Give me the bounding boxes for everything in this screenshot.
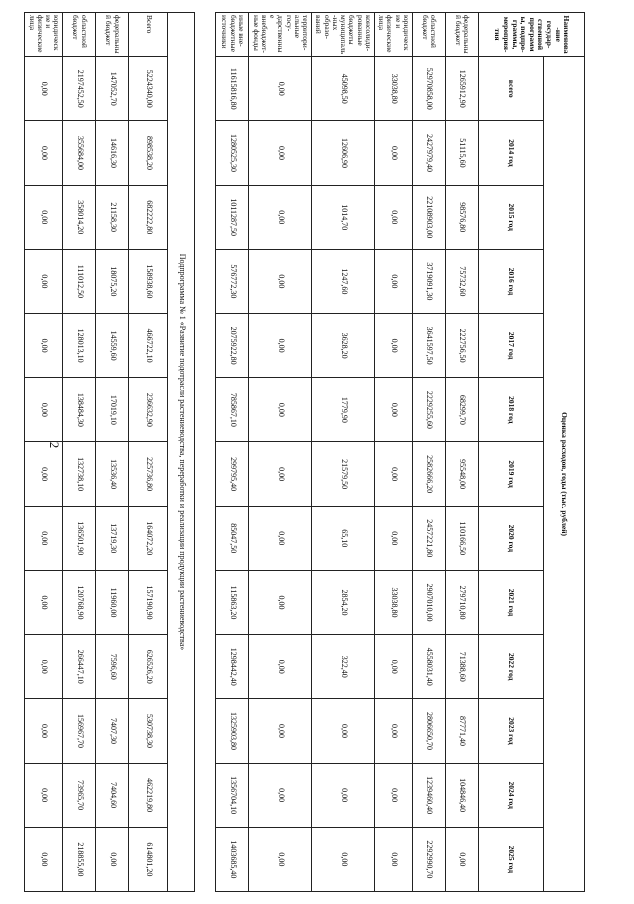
row-label: Всего	[129, 13, 168, 57]
value-cell: 0,00	[25, 570, 63, 634]
value-cell: 3628,20	[312, 314, 375, 378]
value-cell: 1239460,40	[413, 763, 446, 827]
year-column-header: 2025 год	[479, 827, 544, 891]
value-cell: 266447,10	[63, 635, 96, 699]
value-cell: 0,00	[25, 763, 63, 827]
value-cell: 104846,40	[446, 763, 479, 827]
row-label: юридические и физические лица	[25, 13, 63, 57]
value-cell: 156967,70	[63, 699, 96, 763]
value-cell: 0,00	[375, 827, 413, 891]
value-cell: 0,00	[375, 506, 413, 570]
value-cell: 682222,80	[129, 185, 168, 249]
value-cell: 1265912,90	[446, 57, 479, 121]
value-cell: 17019,10	[96, 378, 129, 442]
value-cell: 1280525,30	[216, 121, 249, 185]
table-row	[446, 13, 479, 892]
value-cell: 3641597,50	[413, 314, 446, 378]
value-cell: 236632,90	[129, 378, 168, 442]
value-cell: 2292990,70	[413, 827, 446, 891]
value-cell: 0,00	[249, 506, 312, 570]
value-cell: 52970858,00	[413, 57, 446, 121]
value-cell: 898538,20	[129, 121, 168, 185]
expense-estimate-header: Оценка расходов, годы (тыс. рублей)	[544, 57, 585, 892]
separator	[195, 13, 216, 892]
value-cell: 0,00	[249, 121, 312, 185]
value-cell: 0,00	[25, 827, 63, 891]
value-cell: 164072,20	[129, 506, 168, 570]
page-number: 2	[47, 441, 62, 449]
value-cell: 85047,50	[216, 506, 249, 570]
value-cell: 322,40	[312, 635, 375, 699]
value-cell: 5224340,00	[129, 57, 168, 121]
value-cell: 7407,30	[96, 699, 129, 763]
value-cell: 466722,10	[129, 314, 168, 378]
value-cell: 2806650,70	[413, 699, 446, 763]
value-cell: 279710,80	[446, 570, 479, 634]
value-cell: 0,00	[96, 827, 129, 891]
row-label: иные вне-бюджетные источники	[216, 13, 249, 57]
value-cell: 21579,50	[312, 442, 375, 506]
row-label: федеральный бюджет	[96, 13, 129, 57]
value-cell: 73965,70	[63, 763, 96, 827]
row-label: областной бюджет	[63, 13, 96, 57]
value-cell: 1011287,50	[216, 185, 249, 249]
value-cell: 87771,40	[446, 699, 479, 763]
table-row	[63, 13, 96, 892]
value-cell: 626526,20	[129, 635, 168, 699]
row-label: территори-альные госу-дарственные внебюджет-ные фонды	[249, 13, 312, 57]
value-cell: 95548,00	[446, 442, 479, 506]
value-cell: 0,00	[249, 314, 312, 378]
value-cell: 0,00	[249, 635, 312, 699]
value-cell: 115863,20	[216, 570, 249, 634]
value-cell: 136501,90	[63, 506, 96, 570]
value-cell: 3719091,30	[413, 249, 446, 313]
value-cell: 0,00	[446, 827, 479, 891]
value-cell: 13536,40	[96, 442, 129, 506]
value-cell: 0,00	[25, 635, 63, 699]
year-column-header: 2019 год	[479, 442, 544, 506]
value-cell: 0,00	[375, 699, 413, 763]
value-cell: 2457221,80	[413, 506, 446, 570]
value-cell: 0,00	[249, 763, 312, 827]
value-cell: 0,00	[249, 827, 312, 891]
value-cell: 0,00	[249, 57, 312, 121]
value-cell: 13719,30	[96, 506, 129, 570]
value-cell: 7404,60	[96, 763, 129, 827]
value-cell: 0,00	[25, 185, 63, 249]
value-cell: 111012,50	[63, 249, 96, 313]
value-cell: 0,00	[25, 121, 63, 185]
row-label: федеральный бюджет	[446, 13, 479, 57]
value-cell: 462219,80	[129, 763, 168, 827]
value-cell: 65,10	[312, 506, 375, 570]
value-cell: 68299,70	[446, 378, 479, 442]
rotated-table-container	[27, 12, 585, 892]
value-cell: 45098,50	[312, 57, 375, 121]
table-row	[25, 13, 63, 892]
year-column-header: 2022 год	[479, 635, 544, 699]
value-cell: 2075922,80	[216, 314, 249, 378]
value-cell: 530738,30	[129, 699, 168, 763]
value-cell: 0,00	[25, 699, 63, 763]
value-cell: 0,00	[375, 185, 413, 249]
year-column-header: 2017 год	[479, 314, 544, 378]
value-cell: 120768,90	[63, 570, 96, 634]
value-cell: 0,00	[375, 249, 413, 313]
value-cell: 0,00	[375, 635, 413, 699]
total-column-header: всего	[479, 57, 544, 121]
value-cell: 7596,60	[96, 635, 129, 699]
table-row	[312, 13, 375, 892]
value-cell: 14559,60	[96, 314, 129, 378]
value-cell: 2197452,50	[63, 57, 96, 121]
value-cell: 0,00	[375, 314, 413, 378]
table-row	[413, 13, 446, 892]
value-cell: 4558031,40	[413, 635, 446, 699]
value-cell: 157190,90	[129, 570, 168, 634]
value-cell: 71388,60	[446, 635, 479, 699]
value-cell: 14616,30	[96, 121, 129, 185]
year-column-header: 2020 год	[479, 506, 544, 570]
year-column-header: 2018 год	[479, 378, 544, 442]
value-cell: 51115,60	[446, 121, 479, 185]
value-cell: 1247,60	[312, 249, 375, 313]
value-cell: 12606,90	[312, 121, 375, 185]
year-column-header: 2023 год	[479, 699, 544, 763]
value-cell: 138484,30	[63, 378, 96, 442]
value-cell: 18075,20	[96, 249, 129, 313]
value-cell: 0,00	[25, 249, 63, 313]
row-label: консолиди-рованные бюджеты муниципаль-ных образо-ваний	[312, 13, 375, 57]
value-cell: 1403685,40	[216, 827, 249, 891]
value-cell: 158938,60	[129, 249, 168, 313]
table-row	[216, 13, 249, 892]
name-column-header: Наименова-ние государ-ственной программы, подпро-граммы, мероприя-тия	[479, 13, 585, 57]
value-cell: 1014,70	[312, 185, 375, 249]
value-cell: 11615816,80	[216, 57, 249, 121]
value-cell: 1779,90	[312, 378, 375, 442]
value-cell: 0,00	[375, 763, 413, 827]
value-cell: 0,00	[25, 314, 63, 378]
table-row	[375, 13, 413, 892]
year-column-header: 2024 год	[479, 763, 544, 827]
value-cell: 75732,60	[446, 249, 479, 313]
value-cell: 0,00	[375, 121, 413, 185]
value-cell: 0,00	[25, 378, 63, 442]
row-label: юридические и физические лица	[375, 13, 413, 57]
value-cell: 1298442,40	[216, 635, 249, 699]
value-cell: 222756,50	[446, 314, 479, 378]
value-cell: 128013,10	[63, 314, 96, 378]
value-cell: 0,00	[25, 506, 63, 570]
value-cell: 11960,00	[96, 570, 129, 634]
value-cell: 21158,30	[96, 185, 129, 249]
value-cell: 0,00	[249, 249, 312, 313]
value-cell: 225736,80	[129, 442, 168, 506]
subprogram-title: Подпрограмма № 1 «Развитие подотрасли растениеводства, переработки и реализации продукции растениеводства»	[168, 13, 195, 892]
value-cell: 299795,40	[216, 442, 249, 506]
value-cell: 785867,10	[216, 378, 249, 442]
value-cell: 2907010,00	[413, 570, 446, 634]
value-cell: 2854,20	[312, 570, 375, 634]
value-cell: 0,00	[312, 699, 375, 763]
value-cell: 110166,50	[446, 506, 479, 570]
value-cell: 132738,10	[63, 442, 96, 506]
value-cell: 2427979,40	[413, 121, 446, 185]
value-cell: 0,00	[25, 57, 63, 121]
value-cell: 0,00	[249, 185, 312, 249]
value-cell: 0,00	[249, 570, 312, 634]
table-row	[129, 13, 168, 892]
value-cell: 147052,70	[96, 57, 129, 121]
table-row	[249, 13, 312, 892]
value-cell: 0,00	[312, 763, 375, 827]
value-cell: 0,00	[312, 827, 375, 891]
value-cell: 218855,00	[63, 827, 96, 891]
row-label: областной бюджет	[413, 13, 446, 57]
value-cell: 2229255,60	[413, 378, 446, 442]
value-cell: 0,00	[249, 442, 312, 506]
value-cell: 1356704,10	[216, 763, 249, 827]
value-cell: 358014,20	[63, 185, 96, 249]
value-cell: 0,00	[375, 442, 413, 506]
year-column-header: 2014 год	[479, 121, 544, 185]
value-cell: 0,00	[25, 442, 63, 506]
year-column-header: 2021 год	[479, 570, 544, 634]
value-cell: 2582666,20	[413, 442, 446, 506]
value-cell: 98576,80	[446, 185, 479, 249]
value-cell: 33038,80	[375, 57, 413, 121]
value-cell: 0,00	[249, 699, 312, 763]
value-cell: 0,00	[249, 378, 312, 442]
value-cell: 1325903,80	[216, 699, 249, 763]
value-cell: 33038,80	[375, 570, 413, 634]
value-cell: 0,00	[375, 378, 413, 442]
table-row	[96, 13, 129, 892]
year-column-header: 2015 год	[479, 185, 544, 249]
value-cell: 576772,30	[216, 249, 249, 313]
value-cell: 355684,00	[63, 121, 96, 185]
year-column-header: 2016 год	[479, 249, 544, 313]
value-cell: 614801,20	[129, 827, 168, 891]
budget-table	[25, 12, 586, 892]
value-cell: 22108903,00	[413, 185, 446, 249]
